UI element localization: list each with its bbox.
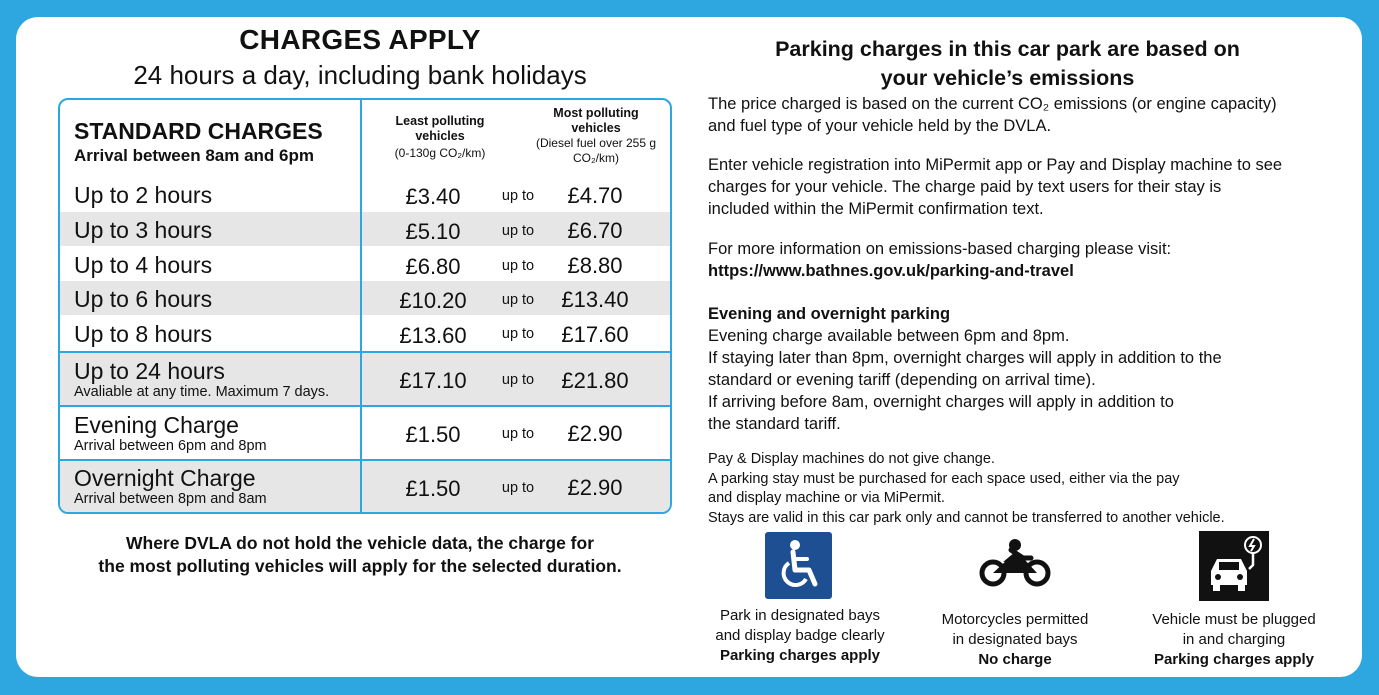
row-separator [60,351,670,353]
upto-text: up to [501,292,535,308]
price-least: £3.40 [405,184,461,209]
least-header-note: (0-130g CO₂/km) [394,146,486,160]
price-most: £2.90 [567,421,623,446]
row-note: Arrival between 6pm and 8pm [74,438,267,454]
upto-text: up to [501,480,535,496]
para-line: The price charged is based on the current CO₂ emissions (or engine capacity) [708,95,1277,113]
price-most: £6.70 [567,218,623,243]
price-most: £13.40 [561,287,629,312]
emissions-title [700,35,1315,93]
caption-line: Motorcycles permitted [941,611,1089,628]
wheelchair-icon [765,532,832,599]
caption-line: in designated bays [952,631,1078,648]
charges-table [58,98,672,514]
evening-overnight-paragraph [708,303,1348,435]
upto-text: up to [501,188,535,204]
row-label: Up to 4 hours [74,252,213,278]
upto-text: up to [501,326,535,342]
para-line: charges for your vehicle. The charge paid by text users for their stay is [708,178,1222,196]
para-line: For more information on emissions-based charging please visit: [708,240,1172,258]
least-polluting-header [380,114,500,161]
ev-caption [1124,610,1344,670]
para-line: If staying later than 8pm, overnight charges will apply in addition to the [708,349,1222,367]
price-least: £1.50 [405,422,461,447]
pay-display-paragraph [708,450,1348,528]
price-most: £2.90 [567,475,623,500]
upto-text: up to [501,258,535,274]
para-line: the standard tariff. [708,415,841,433]
price-least: £17.10 [399,368,467,393]
para-line: and display machine or via MiPermit. [708,490,945,506]
title-line: Parking charges in this car park are based on [775,37,1240,61]
price-most: £17.60 [561,322,629,347]
disabled-caption [690,606,910,666]
price-most: £8.80 [567,253,623,278]
motorcycle-icon [979,538,1051,588]
more-info-paragraph [708,238,1348,282]
caption-line: No charge [978,651,1052,668]
caption-line: Vehicle must be plugged [1152,611,1316,628]
row-label [74,465,267,507]
para-line: Evening charge available between 6pm and 8pm. [708,327,1070,345]
row-note: Avaliable at any time. Maximum 7 days. [74,384,330,400]
row-separator [60,405,670,407]
footnote-line: Where DVLA do not hold the vehicle data, the charge for [125,533,594,553]
charges-subtitle: 24 hours a day, including bank holidays [133,60,587,90]
price-least: £10.20 [399,288,467,313]
evening-overnight-heading: Evening and overnight parking [708,305,951,323]
motorcycle-caption [905,610,1125,670]
caption-line: in and charging [1182,631,1286,648]
upto-text: up to [501,223,535,239]
row-label: Up to 3 hours [74,217,213,243]
row-title: Up to 24 hours [74,358,225,384]
row-title: Overnight Charge [74,465,256,491]
caption-line: and display badge clearly [715,627,885,644]
para-line: standard or evening tariff (depending on arrival time). [708,371,1096,389]
row-label: Up to 6 hours [74,286,213,312]
row-label [74,412,267,454]
para-line: Stays are valid in this car park only and cannot be transferred to another vehicle. [708,509,1225,526]
caption-line: Parking charges apply [719,647,881,664]
title-line: your vehicle’s emissions [880,66,1135,90]
charges-title: CHARGES APPLY [239,24,481,55]
price-least: £5.10 [405,219,461,244]
dvla-footnote [40,532,680,578]
least-header-title: Least polluting vehicles [395,114,485,143]
para-line: A parking stay must be purchased for each space used, either via the pay [708,470,1180,487]
para-line: If arriving before 8am, overnight charges will apply in addition to [708,393,1174,411]
most-header-note: (Diesel fuel over 255 g CO₂/km) [535,136,657,165]
price-least: £13.60 [399,323,467,348]
caption-line: Parking charges apply [1153,651,1315,668]
most-header-title: Most polluting vehicles [553,106,639,135]
ev-charging-icon [1199,531,1269,601]
price-most: £4.70 [567,183,623,208]
price-least: £1.50 [405,476,461,501]
standard-charges-title: STANDARD CHARGES [74,118,323,144]
row-label: Up to 8 hours [74,321,213,347]
para-line: Pay & Display machines do not give change. [708,451,995,467]
row-label [74,358,329,400]
price-least: £6.80 [405,254,461,279]
mipermit-paragraph [708,154,1348,220]
column-divider [360,100,362,512]
most-polluting-header [532,106,660,166]
upto-text: up to [501,426,535,442]
footnote-line: the most polluting vehicles will apply for the selected duration. [98,556,622,576]
para-line: included within the MiPermit confirmation text. [708,200,1044,218]
para-line: and fuel type of your vehicle held by the DVLA. [708,117,1052,135]
upto-text: up to [501,372,535,388]
row-note: Arrival between 8pm and 8am [74,491,267,507]
row-label: Up to 2 hours [74,182,213,208]
para-line: Enter vehicle registration into MiPermit app or Pay and Display machine to see [708,156,1283,174]
website-link[interactable]: https://www.bathnes.gov.uk/parking-and-travel [708,262,1074,280]
caption-line: Park in designated bays [719,607,881,624]
row-title: Evening Charge [74,412,239,438]
row-separator [60,459,670,461]
price-info-paragraph [708,93,1348,137]
standard-charges-subtitle: Arrival between 8am and 6pm [74,146,314,165]
price-most: £21.80 [561,368,629,393]
